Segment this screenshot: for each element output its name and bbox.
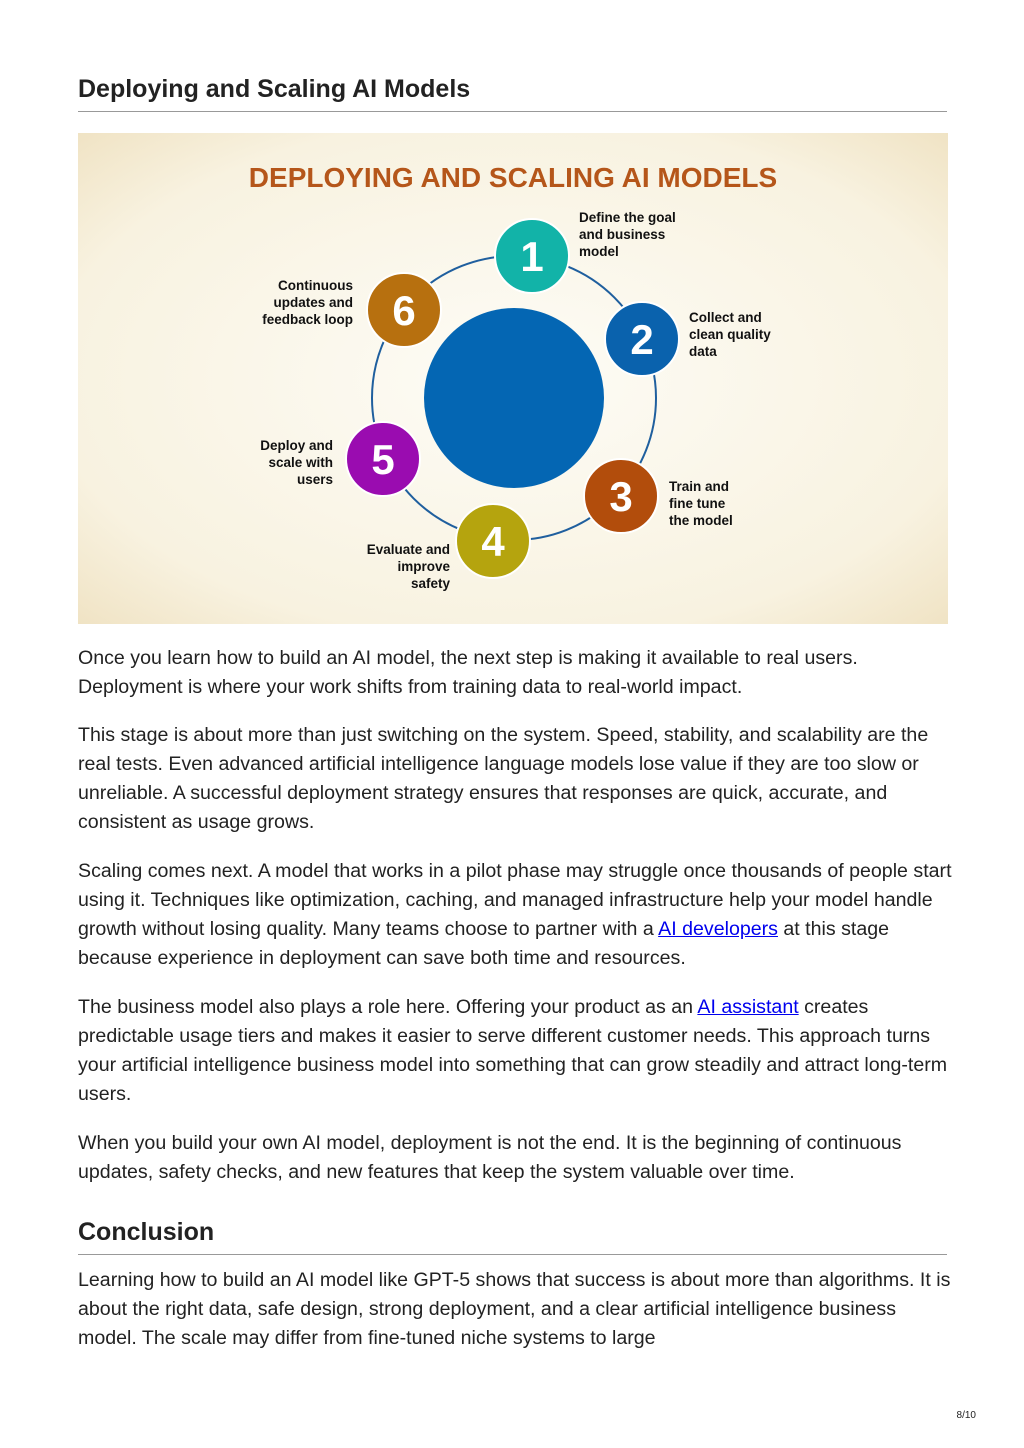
paragraph: When you build your own AI model, deployment is not the end. It is the beginning of continuous updates, safety checks, and new features that keep the system valuable over time. <box>78 1132 902 1183</box>
step-label: clean quality <box>689 327 771 342</box>
step-label: Train and <box>669 479 730 494</box>
step-label: Deploy and <box>260 438 333 453</box>
step-label: and business <box>579 227 666 242</box>
step-label: the model <box>669 513 733 528</box>
infographic-title: DEPLOYING AND SCALING AI MODELS <box>248 162 778 193</box>
step-number: 6 <box>392 287 416 334</box>
step-label: Continuous <box>278 278 353 293</box>
step-label: users <box>296 472 333 487</box>
step-label: fine tune <box>669 496 726 511</box>
step-label: model <box>579 244 619 259</box>
conclusion-heading: Conclusion <box>78 1218 947 1255</box>
step-label: updates and <box>273 295 353 310</box>
step-label: improve <box>397 559 450 574</box>
step-label: Define the goal <box>579 210 676 225</box>
text: Scaling comes next. A model that works in a pilot phase may struggle once thousands of people start using it. Techniques like optimization, caching, and managed infrastructure help your model handle growth without losing quality. Many teams choose to partner with a <box>78 860 952 940</box>
section-heading: Deploying and Scaling AI Models <box>78 75 947 112</box>
step-label: Collect and <box>689 310 762 325</box>
infographic-graphic <box>78 133 948 624</box>
page-number: 8/10 <box>956 1410 976 1421</box>
step-label: data <box>689 344 717 359</box>
step-label: Evaluate and <box>366 542 450 557</box>
paragraph: Once you learn how to build an AI model, the next step is making it available to real users. Deployment is where your work shifts from training data to real-world impact. <box>78 647 858 698</box>
paragraph <box>78 857 953 973</box>
text: creates predictable usage tiers and makes it easier to serve different customer needs. This approach turns your artificial intelligence business model into something that can grow steadily and attract long-term users. <box>78 996 948 1105</box>
step-number: 5 <box>371 436 395 483</box>
ai-developers-link[interactable]: AI developers <box>658 918 778 940</box>
paragraph <box>78 993 953 1109</box>
text: The business model also plays a role here. Offering your product as an <box>78 996 698 1018</box>
step-label: feedback loop <box>262 312 353 327</box>
step-label: scale with <box>268 455 333 470</box>
text: at this stage because experience in deployment can save both time and resources. <box>78 918 890 969</box>
step-number: 2 <box>630 316 654 363</box>
paragraph: This stage is about more than just switching on the system. Speed, stability, and scalability are the real tests. Even advanced artificial intelligence language models lose value if they are too slow or unreliable. A successful deployment strategy ensures that responses are quick, accurate, and consistent as usage grows. <box>78 724 929 833</box>
step-number: 1 <box>520 233 544 280</box>
paragraph: Learning how to build an AI model like GPT-5 shows that success is about more than algorithms. It is about the right data, safe design, strong deployment, and a clear artificial intelligence business model. The scale may differ from fine-tuned niche systems to large <box>78 1269 951 1349</box>
center-circle <box>424 308 604 488</box>
infographic <box>78 133 948 624</box>
ai-assistant-link[interactable]: AI assistant <box>697 996 799 1018</box>
step-number: 3 <box>609 473 633 520</box>
step-number: 4 <box>481 518 505 565</box>
step-label: safety <box>410 576 450 591</box>
